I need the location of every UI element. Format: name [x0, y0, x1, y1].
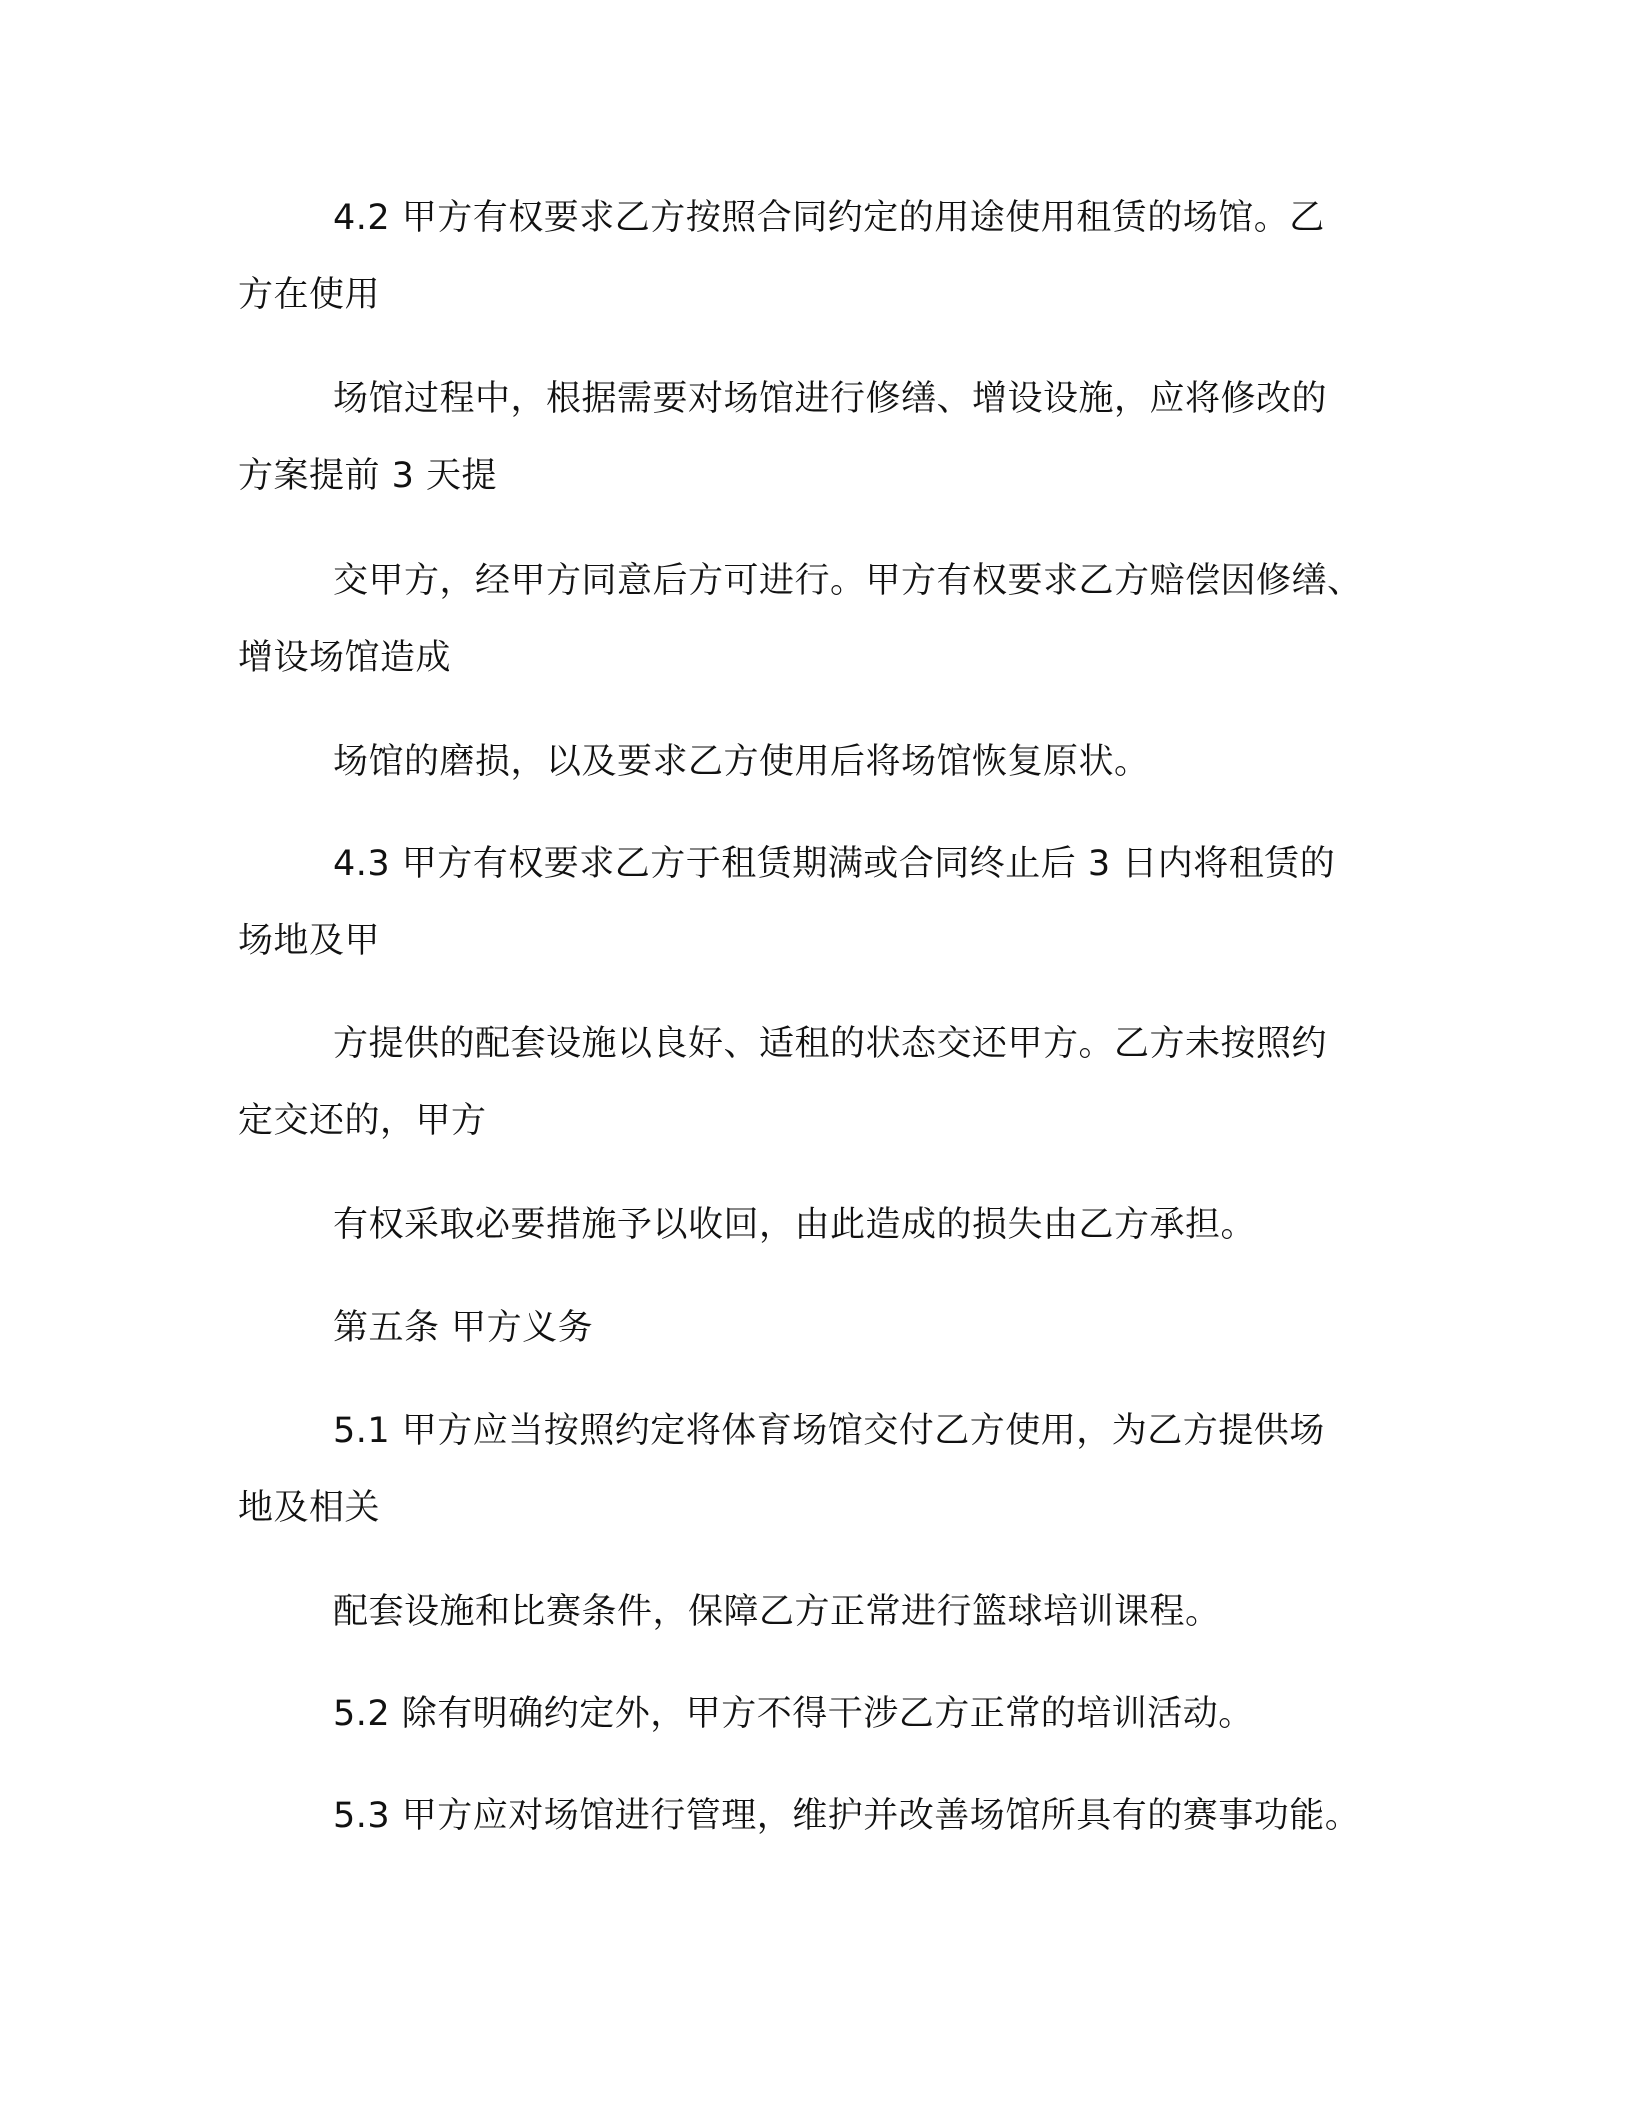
text-line: 4.2 甲方有权要求乙方按照合同约定的用途使用租赁的场馆。乙 — [333, 198, 1325, 238]
text-line: 定交还的，甲方 — [238, 1101, 487, 1141]
text-line: 配套设施和比赛条件，保障乙方正常进行篮球培训课程。 — [333, 1592, 1221, 1632]
text-line: 5.2 除有明确约定外，甲方不得干涉乙方正常的培训活动。 — [333, 1694, 1254, 1734]
text-line: 4.3 甲方有权要求乙方于租赁期满或合同终止后 3 日内将租赁的 — [333, 844, 1336, 884]
text-line: 交甲方，经甲方同意后方可进行。甲方有权要求乙方赔偿因修缮、 — [333, 561, 1363, 601]
text-line: 场地及甲 — [238, 921, 381, 961]
text-line: 方在使用 — [238, 275, 381, 315]
section-heading: 第五条 甲方义务 — [333, 1308, 594, 1348]
text-line: 有权采取必要措施予以收回，由此造成的损失由乙方承担。 — [333, 1205, 1257, 1245]
text-line: 地及相关 — [238, 1488, 381, 1528]
text-line: 增设场馆造成 — [238, 638, 452, 678]
text-line: 5.1 甲方应当按照约定将体育场馆交付乙方使用，为乙方提供场 — [333, 1411, 1325, 1451]
text-line: 场馆的磨损，以及要求乙方使用后将场馆恢复原状。 — [333, 742, 1150, 782]
text-line: 5.3 甲方应对场馆进行管理，维护并改善场馆所具有的赛事功能。 — [333, 1796, 1361, 1836]
text-line: 方提供的配套设施以良好、适租的状态交还甲方。乙方未按照约 — [333, 1024, 1328, 1064]
text-line: 场馆过程中，根据需要对场馆进行修缮、增设设施，应将修改的 — [333, 379, 1328, 419]
text-line: 方案提前 3 天提 — [238, 456, 498, 496]
